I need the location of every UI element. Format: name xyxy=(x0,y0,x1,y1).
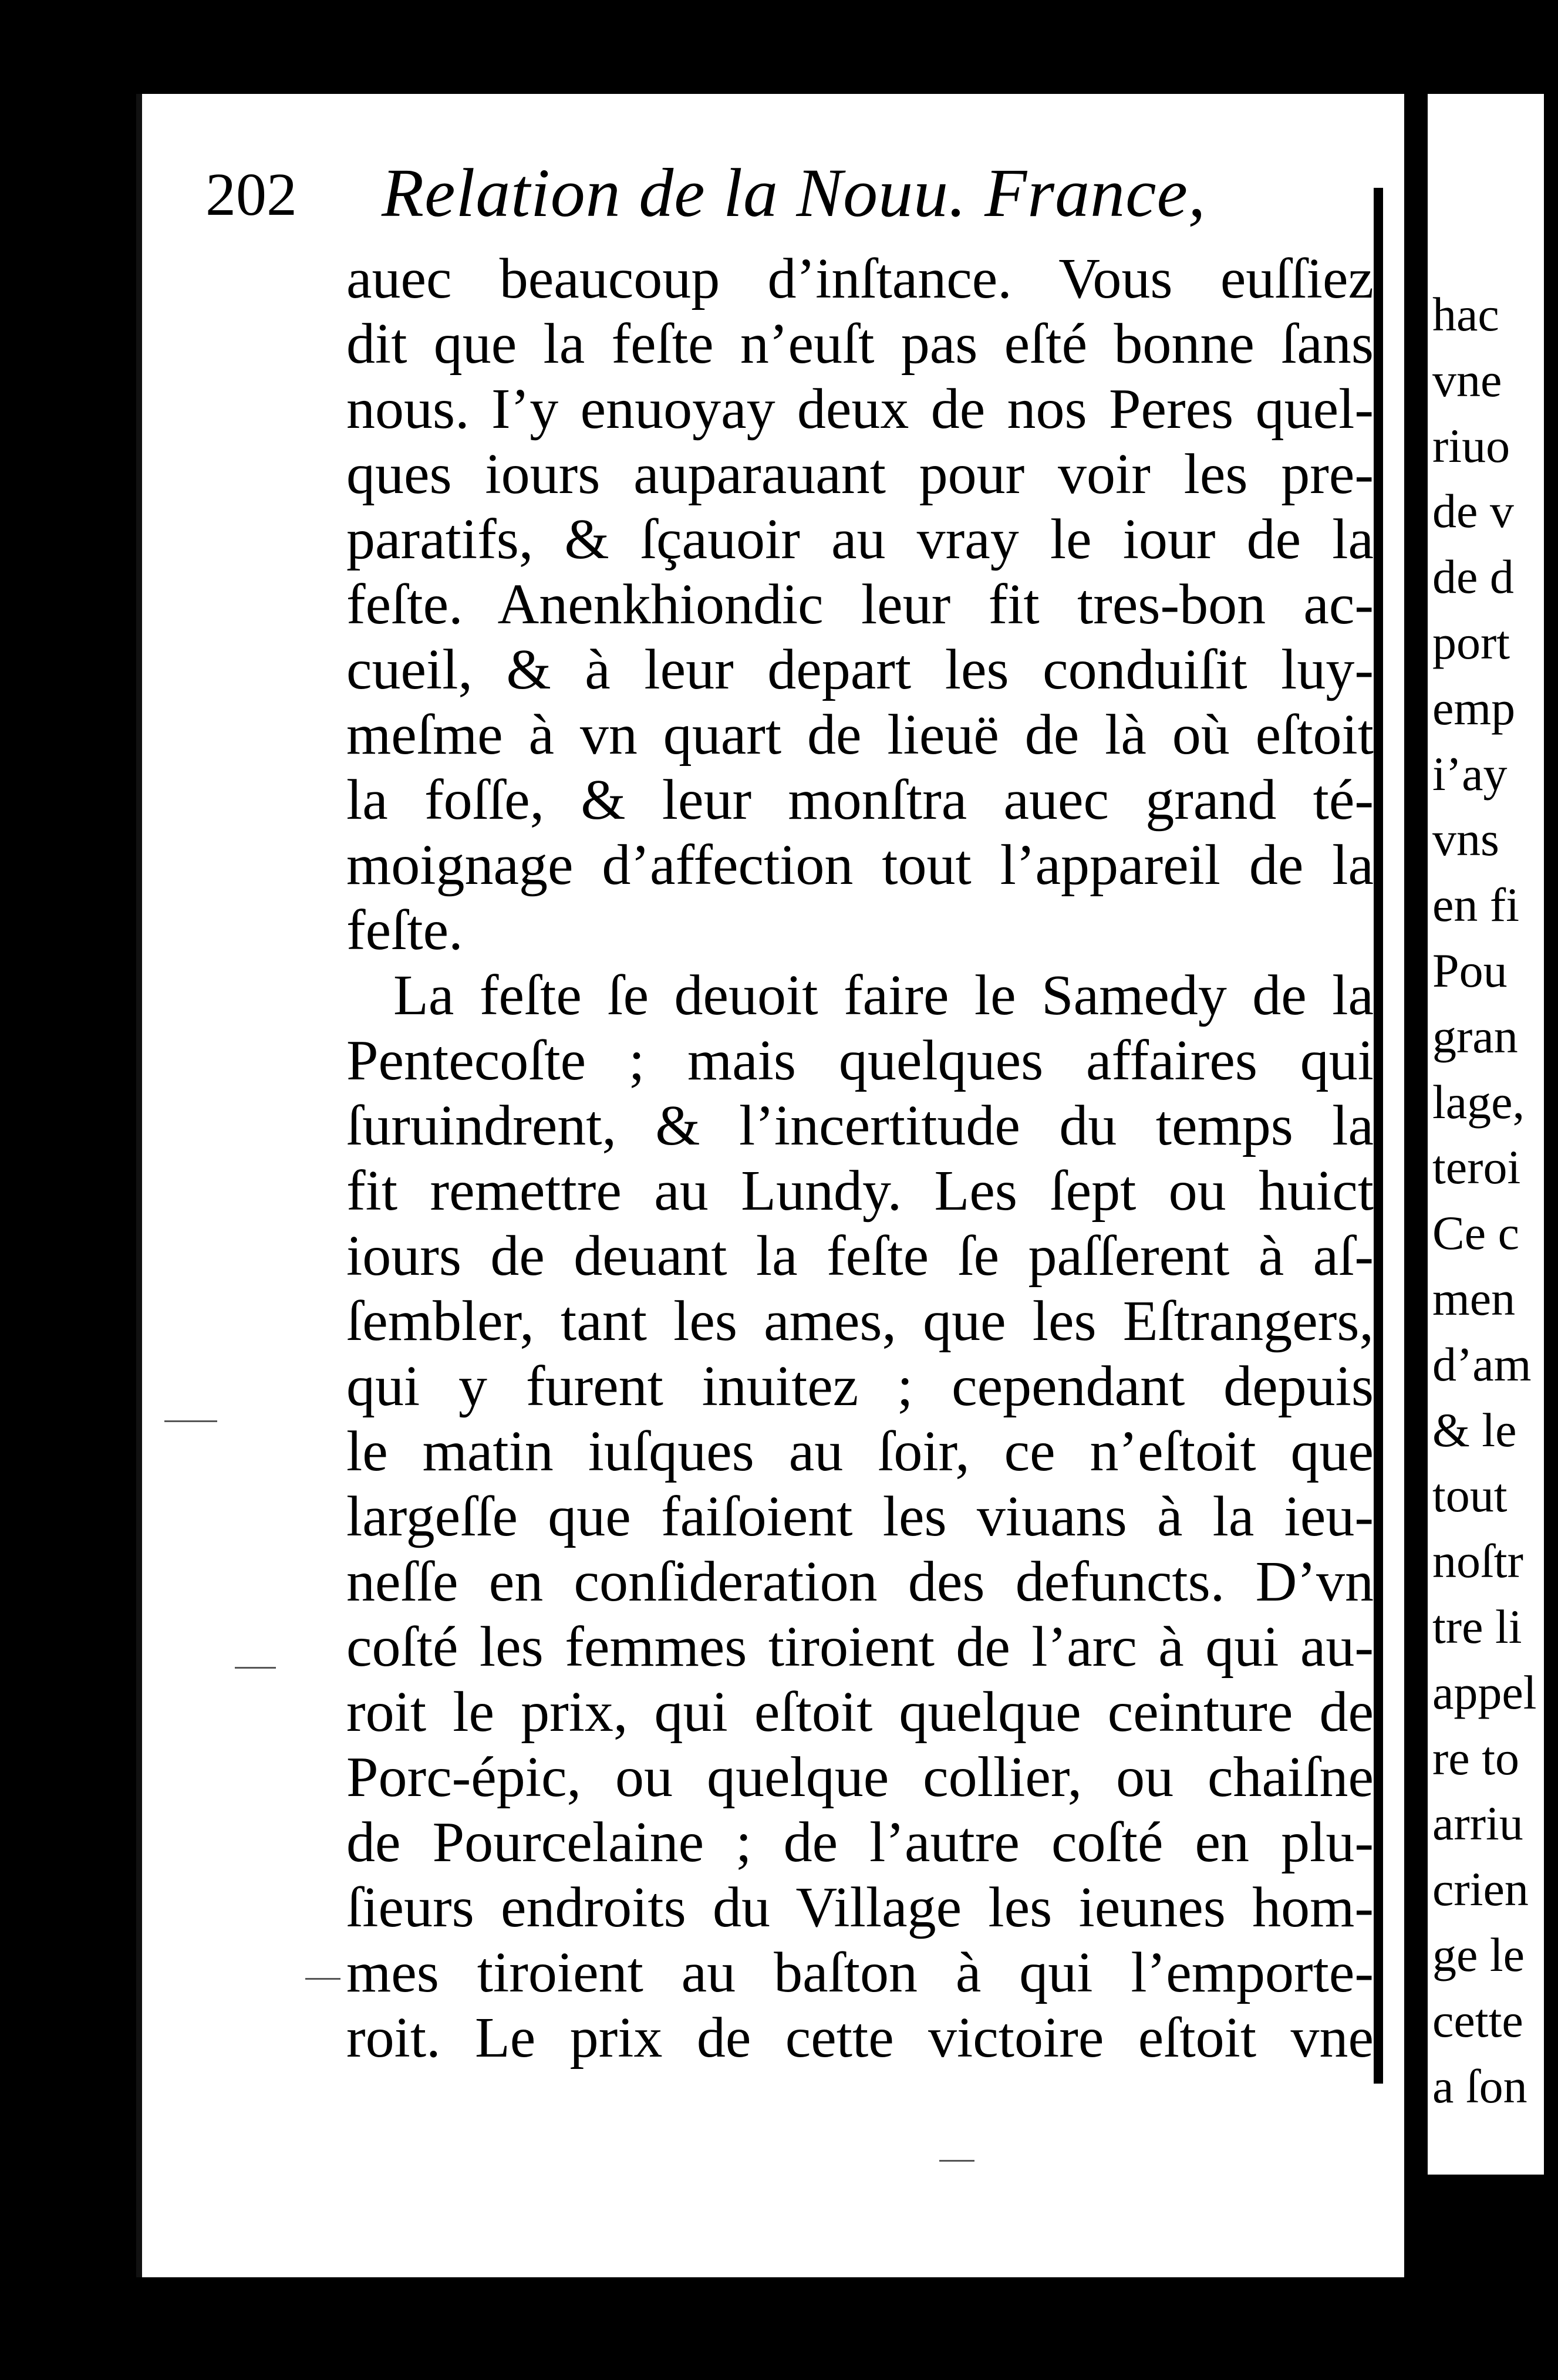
text-line: coſté les femmes tiroient de l’arc à qui au- xyxy=(346,1615,1374,1679)
facing-text-fragment: a ſon xyxy=(1432,2059,1527,2113)
facing-page-text xyxy=(1432,282,1550,2119)
text-line: ſembler, tant les ames, que les Eſtrangers, xyxy=(346,1289,1374,1353)
facing-text-fragment: appel xyxy=(1432,1665,1537,1719)
facing-text-fragment: Pou xyxy=(1432,943,1508,997)
text-line: fit remettre au Lundy. Les ſept ou huict xyxy=(346,1159,1374,1223)
text-line: auec beaucoup d’inſtance. Vous euſſiez xyxy=(346,247,1374,310)
text-line: iours de deuant la feſte ſe paſſerent à aſ- xyxy=(346,1224,1374,1288)
text-line: ques iours auparauant pour voir les pre- xyxy=(346,443,1374,506)
text-line: moignage d’affection tout l’appareil de la xyxy=(346,833,1374,897)
facing-text-fragment: tout xyxy=(1432,1468,1508,1522)
text-line: cueil, & à leur depart les conduiſit luy- xyxy=(346,638,1374,701)
paragraph-start-line: La feſte ſe deuoit faire le Samedy de la xyxy=(393,964,1374,1027)
facing-text-fragment: riuo xyxy=(1432,418,1510,472)
text-line: feſte. xyxy=(346,899,463,962)
facing-text-fragment: en fi xyxy=(1432,878,1519,932)
facing-text-fragment: crien xyxy=(1432,1862,1529,1916)
facing-text-fragment: teroi xyxy=(1432,1140,1521,1194)
scan-artifact-mark xyxy=(305,1978,340,1980)
facing-text-fragment: ge le xyxy=(1432,1927,1525,1981)
text-line: feſte. Anenkhiondic leur fit tres-bon ac- xyxy=(346,573,1374,636)
text-line: Pentecoſte ; mais quelques affaires qui xyxy=(346,1029,1374,1092)
facing-text-fragment: vne xyxy=(1432,353,1502,407)
facing-text-fragment: re to xyxy=(1432,1731,1519,1785)
facing-text-fragment: i’ay xyxy=(1432,747,1508,801)
scan-artifact-mark xyxy=(235,1667,276,1669)
facing-text-fragment: hac xyxy=(1432,288,1499,341)
text-line: Porc-épic, ou quelque collier, ou chaiſne xyxy=(346,1746,1374,1809)
facing-text-fragment: tre li xyxy=(1432,1599,1522,1653)
facing-text-fragment: vns xyxy=(1432,812,1499,866)
page-number: 202 xyxy=(205,161,297,228)
text-line: dit que la feſte n’euſt pas eſté bonne ſans xyxy=(346,312,1374,376)
text-line: de Pourcelaine ; de l’autre coſté en plu- xyxy=(346,1811,1374,1874)
text-line: le matin iuſques au ſoir, ce n’eſtoit que xyxy=(346,1420,1374,1483)
text-line: roit. Le prix de cette victoire eſtoit vne xyxy=(346,2006,1374,2070)
text-line: largeſſe que faiſoient les viuans à la ieu- xyxy=(346,1485,1374,1548)
facing-text-fragment: d’am xyxy=(1432,1337,1532,1391)
scan-artifact-mark xyxy=(164,1420,217,1422)
facing-text-fragment: men xyxy=(1432,1271,1516,1325)
facing-text-fragment: gran xyxy=(1432,1009,1518,1063)
facing-text-fragment: emp xyxy=(1432,681,1516,735)
text-line: ſuruindrent, & l’incertitude du temps la xyxy=(346,1094,1374,1157)
facing-text-fragment: & le xyxy=(1432,1403,1517,1457)
text-line: la foſſe, & leur monſtra auec grand té- xyxy=(346,768,1374,832)
running-title: Relation de la Nouu. France, xyxy=(382,154,1206,231)
facing-text-fragment: Ce c xyxy=(1432,1206,1519,1260)
text-line: neſſe en conſideration des defuncts. D’vn xyxy=(346,1550,1374,1613)
text-line: paratifs, & ſçauoir au vray le iour de la xyxy=(346,508,1374,571)
facing-text-fragment: de d xyxy=(1432,550,1514,604)
text-line: qui y furent inuitez ; cependant depuis xyxy=(346,1355,1374,1418)
text-line: mes tiroient au baſton à qui l’emporte- xyxy=(346,1941,1374,2004)
facing-text-fragment: port xyxy=(1432,615,1510,669)
text-line: roit le prix, qui eſtoit quelque ceinture de xyxy=(346,1680,1374,1744)
facing-text-fragment: de v xyxy=(1432,484,1514,538)
text-line: meſme à vn quart de lieuë de là où eſtoit xyxy=(346,703,1374,767)
facing-text-fragment: lage, xyxy=(1432,1075,1525,1129)
page-header xyxy=(205,147,1374,235)
main-text-block xyxy=(346,247,1374,2242)
page-gutter xyxy=(1374,188,1383,2084)
text-line: ſieurs endroits du Village les ieunes hom- xyxy=(346,1876,1374,1939)
facing-text-fragment: noſtr xyxy=(1432,1534,1523,1588)
text-line: nous. I’y enuoyay deux de nos Peres quel- xyxy=(346,377,1374,441)
facing-text-fragment: cette xyxy=(1432,1993,1523,2047)
scan-artifact-mark xyxy=(939,2160,974,2162)
facing-text-fragment: arriu xyxy=(1432,1797,1523,1851)
